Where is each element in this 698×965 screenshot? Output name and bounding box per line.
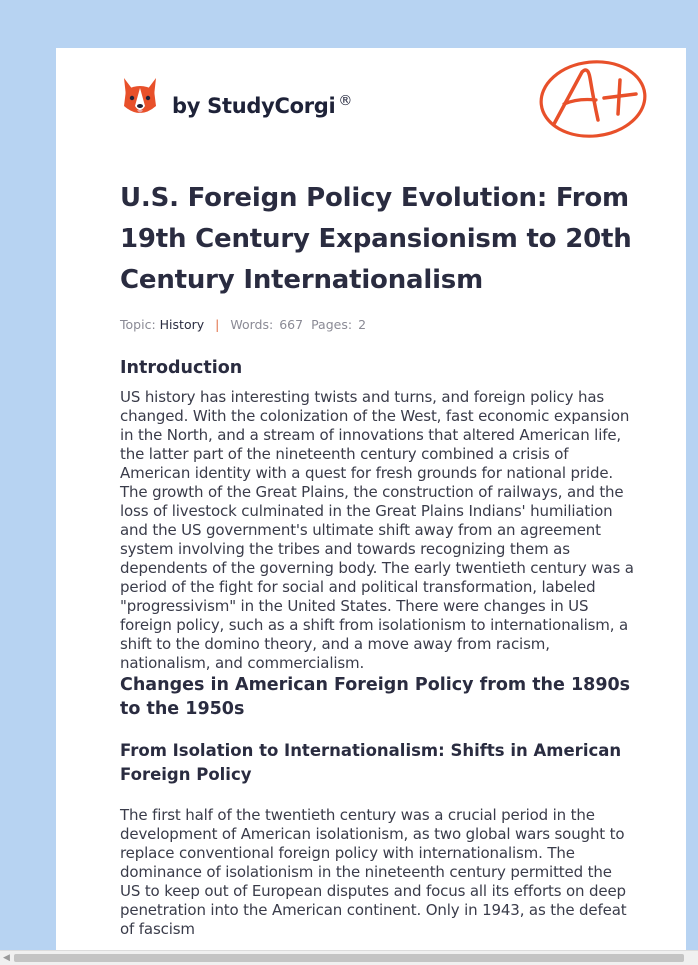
a-plus-grade-icon [538,58,650,140]
isolation-paragraph: The first half of the twentieth century was a crucial period in the development of American isolationism, as two global wars sought to replace conventional foreign policy with internationalism. The dominance of isolationism in the nineteenth century permitted the US to keep out of European disputes and focus all its efforts on deep penetration into the American continent. Only in 1943, as the defeat of fascism [120,806,627,938]
subsection-heading-isolation: From Isolation to Internationalism: Shifts in American Foreign Policy [120,741,622,784]
section-heading-introduction: Introduction [120,358,243,378]
scroll-left-arrow-icon[interactable]: ◀ [3,953,10,963]
corgi-logo-icon [120,76,160,120]
topic-label: Topic: [120,317,156,332]
words-count: 667 [279,317,304,332]
topic-link[interactable]: History [159,317,205,332]
section-heading-changes: Changes in American Foreign Policy from the 1890s to the 1950s [120,675,631,719]
pages-label: Pages: [311,317,353,332]
words-label: Words: [230,317,274,332]
meta-separator: | [215,317,220,332]
horizontal-scrollbar[interactable] [0,950,698,965]
article-title: U.S. Foreign Policy Evolution: From 19th Century Expansionism to 20th Century Internationalism [120,183,632,295]
pages-count: 2 [358,317,367,332]
article-content [120,178,635,939]
brand-header[interactable] [120,76,352,120]
article-meta [120,317,635,332]
introduction-paragraph: US history has interesting twists and turns, and foreign policy has changed. With the colonization of the West, fast economic expansion in the North, and a stream of innovations that altered American life, the latter part of the nineteenth century combined a crisis of American identity with a quest for fresh grounds for national pride. The growth of the Great Plains, the construction of railways, and the loss of livestock culminated in the Great Plains Indians' humiliation and the US government's ultimate shift away from an agreement system involving the tribes and towards recognizing them as dependents of the governing body. The early twentieth century was a period of the fight for social and political transformation, labeled "progressivism" in the United States. There were changes in US foreign policy, such as a shift from isolationism to internationalism, a shift to the domino theory, and a move away from racism, nationalism, and commercialism. [120,388,634,672]
brand-name: by StudyCorgi ® [172,92,353,118]
document-page [56,48,686,964]
scrollbar-thumb[interactable] [14,954,684,962]
